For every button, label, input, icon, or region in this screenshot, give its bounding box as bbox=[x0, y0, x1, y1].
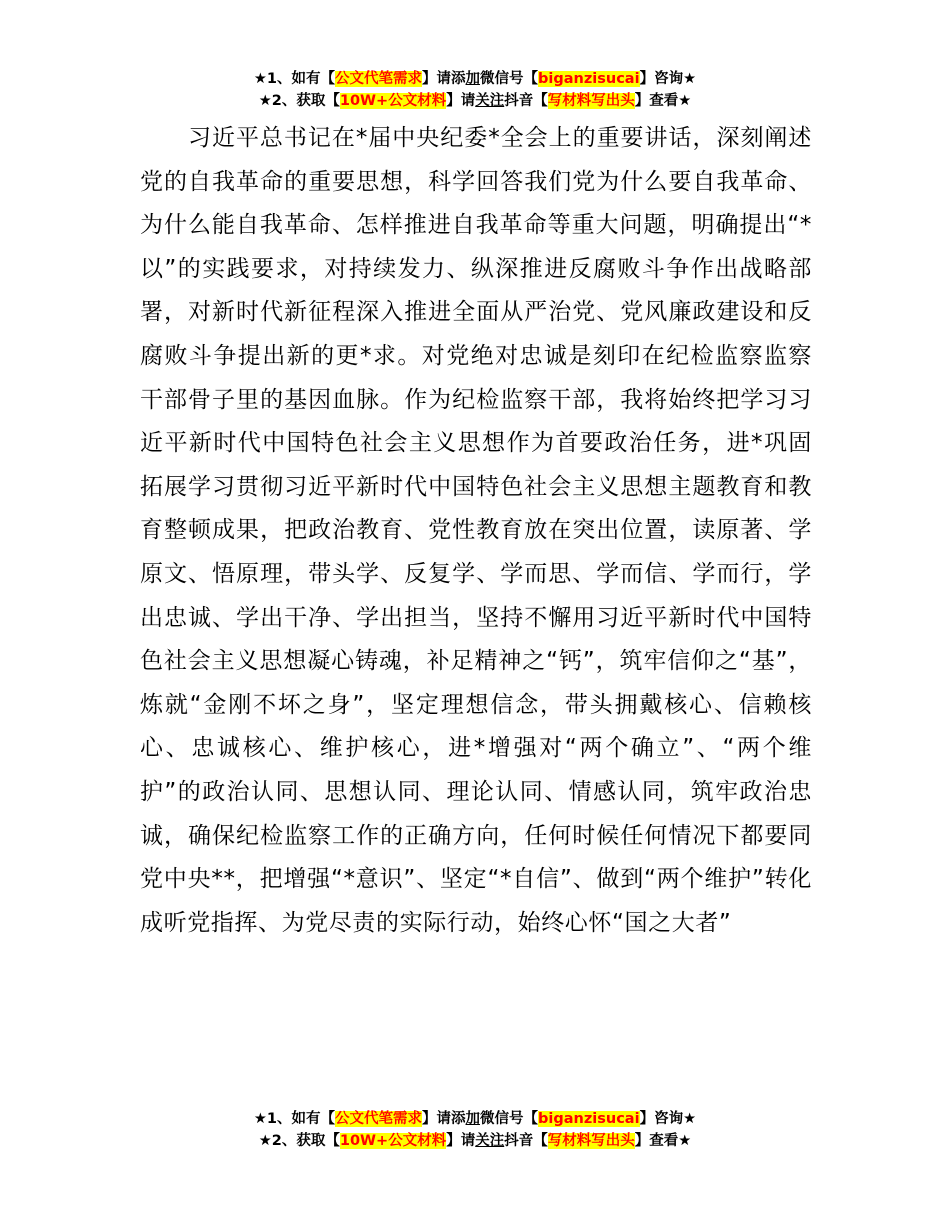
footer-line2-mid-a: 】请 bbox=[446, 1133, 476, 1149]
footer-banner bbox=[0, 1108, 950, 1152]
footer-line2-mid-c: 抖音【 bbox=[504, 1133, 548, 1149]
footer-line2-highlight-materials: 10W+公文材料 bbox=[339, 1133, 447, 1149]
footer-banner-line-2 bbox=[0, 1130, 950, 1152]
header-line1-mid-a: 】请添 bbox=[422, 71, 466, 87]
header-line2-highlight-douyin-account: 写材料写出头 bbox=[547, 93, 635, 109]
footer-line1-highlight-service: 公文代笔需求 bbox=[335, 1111, 423, 1127]
header-line1-highlight-service: 公文代笔需求 bbox=[335, 71, 423, 87]
header-line2-mid-c: 抖音【 bbox=[504, 93, 548, 109]
header-line1-mid-b: 加 bbox=[465, 71, 481, 87]
body-paragraph: 习近平总书记在*届中央纪委*全会上的重要讲话，深刻阐述党的自我革命的重要思想，科学回答我们党为什么要自我革命、为什么能自我革命、怎样推进自我革命等重大问题，明确提出“*以”的实践要求，对持续发力、纵深推进反腐败斗争作出战略部署，对新时代新征程深入推进全面从严治党、党风廉政建设和反腐败斗争提出新的更*求。对党绝对忠诚是刻印在纪检监察监察干部骨子里的基因血脉。作为纪检监察干部，我将始终把学习习近平新时代中国特色社会主义思想作为首要政治任务，进*巩固拓展学习贯彻习近平新时代中国特色社会主义思想主题教育和教育整顿成果，把政治教育、党性教育放在突出位置，读原著、学原文、悟原理，带头学、反复学、学而思、学而信、学而行，学出忠诚、学出干净、学出担当，坚持不懈用习近平新时代中国特色社会主义思想凝心铸魂，补足精神之“钙”，筑牢信仰之“基”，炼就“金刚不坏之身”，坚定理想信念，带头拥戴核心、信赖核心、忠诚核心、维护核心，进*增强对“两个确立”、“两个维护”的政治认同、思想认同、理论认同、情感认同，筑牢政治忠诚，确保纪检监察工作的正确方向，任何时候任何情况下都要同党中央**，把增强“*意识”、坚定“*自信”、做到“两个维护”转化成听党指挥、为党尽责的实际行动，始终心怀“国之大者” bbox=[140, 125, 812, 936]
header-banner bbox=[0, 68, 950, 112]
header-line1-prefix: ★1、如有【 bbox=[253, 71, 336, 87]
footer-banner-line-1 bbox=[0, 1108, 950, 1130]
footer-line1-mid-a: 】请添 bbox=[422, 1111, 466, 1127]
footer-line1-prefix: ★1、如有【 bbox=[253, 1111, 336, 1127]
footer-line2-prefix: ★2、获取【 bbox=[258, 1133, 340, 1149]
footer-line1-highlight-wechat-id: biganzisucai bbox=[538, 1111, 640, 1127]
header-line2-highlight-materials: 10W+公文材料 bbox=[339, 93, 447, 109]
header-line2-prefix: ★2、获取【 bbox=[258, 93, 340, 109]
header-line2-suffix: 】查看★ bbox=[634, 93, 692, 109]
footer-line1-mid-b: 加 bbox=[465, 1111, 481, 1127]
header-line1-mid-c: 微信号【 bbox=[480, 71, 539, 87]
header-line2-mid-b: 关注 bbox=[475, 93, 505, 109]
footer-line1-mid-c: 微信号【 bbox=[480, 1111, 539, 1127]
footer-line1-suffix: 】咨询★ bbox=[639, 1111, 697, 1127]
footer-line2-mid-b: 关注 bbox=[475, 1133, 505, 1149]
footer-line2-suffix: 】查看★ bbox=[634, 1133, 692, 1149]
header-banner-line-1 bbox=[0, 68, 950, 90]
footer-line2-highlight-douyin-account: 写材料写出头 bbox=[547, 1133, 635, 1149]
header-line1-highlight-wechat-id: biganzisucai bbox=[538, 71, 640, 87]
header-banner-line-2 bbox=[0, 90, 950, 112]
header-line1-suffix: 】咨询★ bbox=[639, 71, 697, 87]
header-line2-mid-a: 】请 bbox=[446, 93, 476, 109]
